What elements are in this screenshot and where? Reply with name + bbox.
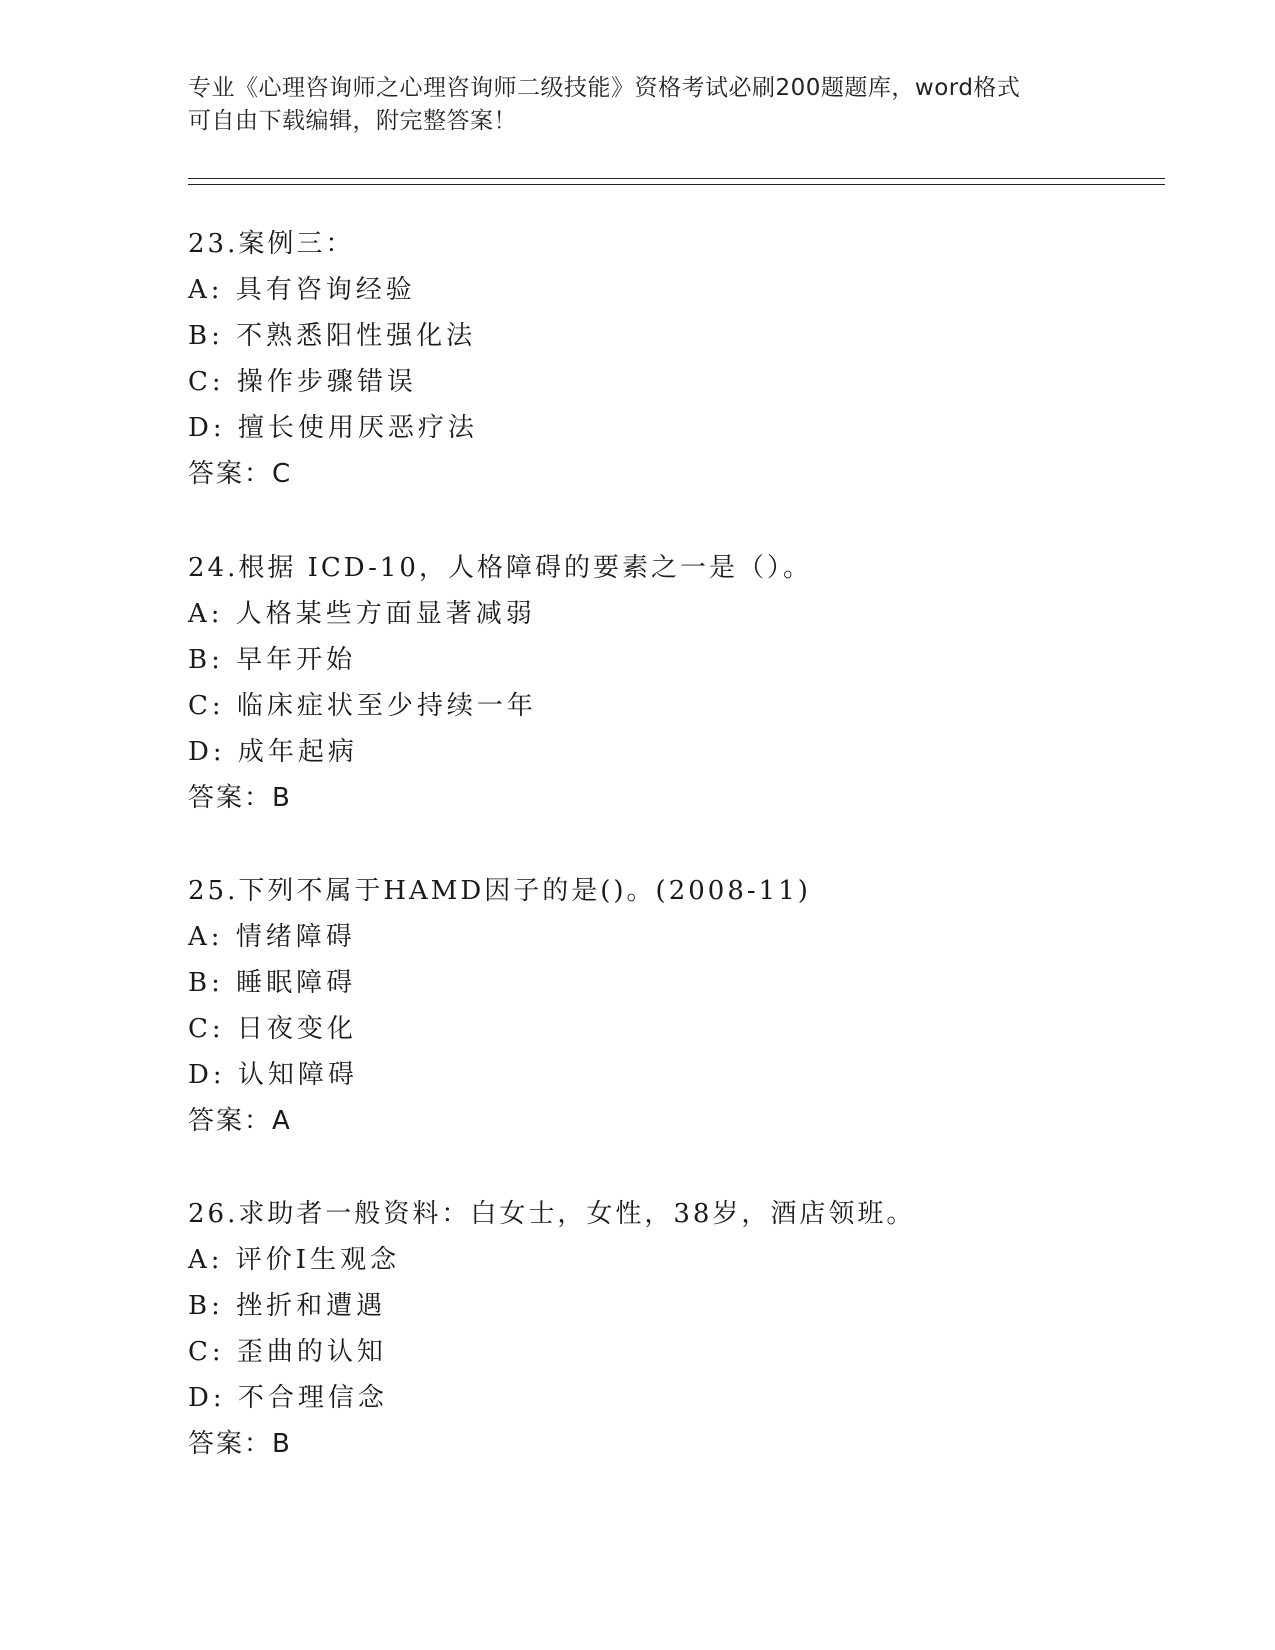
option-a: A: 评价I生观念 — [188, 1245, 401, 1275]
answer-label: 答案：B — [188, 783, 292, 813]
question-24 — [188, 545, 1188, 821]
option-c: C: 日夜变化 — [188, 1014, 357, 1044]
question-stem: 24.根据 ICD-10，人格障碍的要素之一是（）。 — [188, 553, 812, 583]
option-b: B: 睡眠障碍 — [188, 968, 357, 998]
option-d: D: 认知障碍 — [188, 1060, 358, 1090]
answer-label: 答案：A — [188, 1106, 292, 1136]
option-d: D: 不合理信念 — [188, 1383, 388, 1413]
option-d: D: 擅长使用厌恶疗法 — [188, 413, 478, 443]
answer-label: 答案：B — [188, 1429, 292, 1459]
option-a: A: 具有咨询经验 — [188, 275, 416, 305]
option-b: B: 挫折和遭遇 — [188, 1291, 387, 1321]
option-b: B: 早年开始 — [188, 645, 357, 675]
option-c: C: 临床症状至少持续一年 — [188, 691, 537, 721]
question-23 — [188, 221, 1188, 497]
option-c: C: 操作步骤错误 — [188, 367, 417, 397]
option-a: A: 情绪障碍 — [188, 922, 356, 952]
option-a: A: 人格某些方面显著减弱 — [188, 599, 536, 629]
header-divider-top — [188, 178, 1165, 179]
option-b: B: 不熟悉阳性强化法 — [188, 321, 477, 351]
question-stem: 25.下列不属于HAMD因子的是()。(2008-11) — [188, 876, 811, 906]
question-25 — [188, 868, 1188, 1144]
document-header — [188, 72, 1068, 138]
question-stem: 26.求助者一般资料：白女士，女性，38岁，酒店领班。 — [188, 1199, 916, 1229]
header-divider-bottom — [188, 184, 1165, 185]
option-d: D: 成年起病 — [188, 737, 358, 767]
question-stem: 23.案例三： — [188, 229, 355, 259]
header-line-2: 可自由下载编辑，附完整答案！ — [188, 108, 517, 134]
answer-label: 答案：C — [188, 459, 293, 489]
question-26 — [188, 1191, 1188, 1467]
header-line-1: 专业《心理咨询师之心理咨询师二级技能》资格考试必刷200题题库，word格式 — [188, 75, 1021, 101]
option-c: C: 歪曲的认知 — [188, 1337, 387, 1367]
